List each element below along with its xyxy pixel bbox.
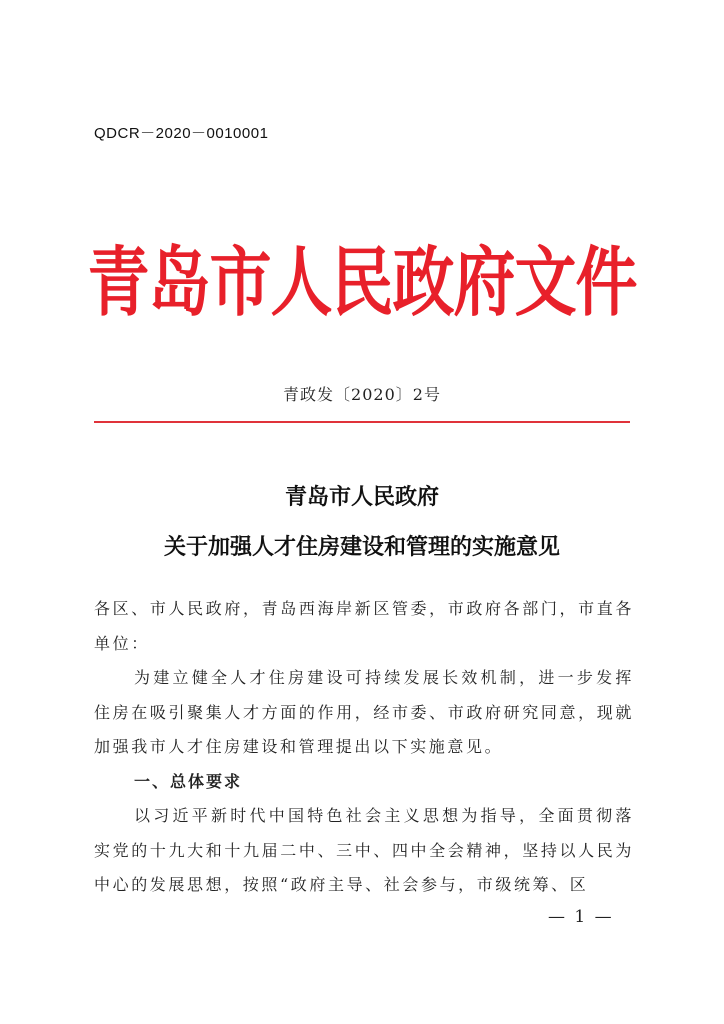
red-divider-line	[94, 421, 630, 423]
document-code: QDCR－2020－0010001	[94, 125, 269, 142]
document-title-subject: 关于加强人才住房建设和管理的实施意见	[163, 534, 560, 560]
document-body	[94, 592, 634, 903]
masthead-title: 青岛市人民政府文件	[87, 237, 637, 327]
intro-paragraph: 为建立健全人才住房建设可持续发展长效机制，进一步发挥住房在吸引聚集人才方面的作用，经市委、市政府研究同意，现就加强我市人才住房建设和管理提出以下实施意见。	[94, 668, 634, 756]
document-title-issuer: 青岛市人民政府	[284, 484, 439, 510]
document-number: 青政发〔2020〕2号	[283, 385, 441, 404]
addressee-paragraph: 各区、市人民政府，青岛西海岸新区管委，市政府各部门，市直各单位：	[94, 599, 634, 653]
section-heading: 一、总体要求	[134, 771, 243, 791]
page-number: — 1 —	[548, 907, 614, 927]
section-paragraph: 以习近平新时代中国特色社会主义思想为指导，全面贯彻落实党的十九大和十九届二中、三中、四中全会精神，坚持以人民为中心的发展思想，按照“政府主导、社会参与，市级统筹、区	[94, 806, 634, 894]
